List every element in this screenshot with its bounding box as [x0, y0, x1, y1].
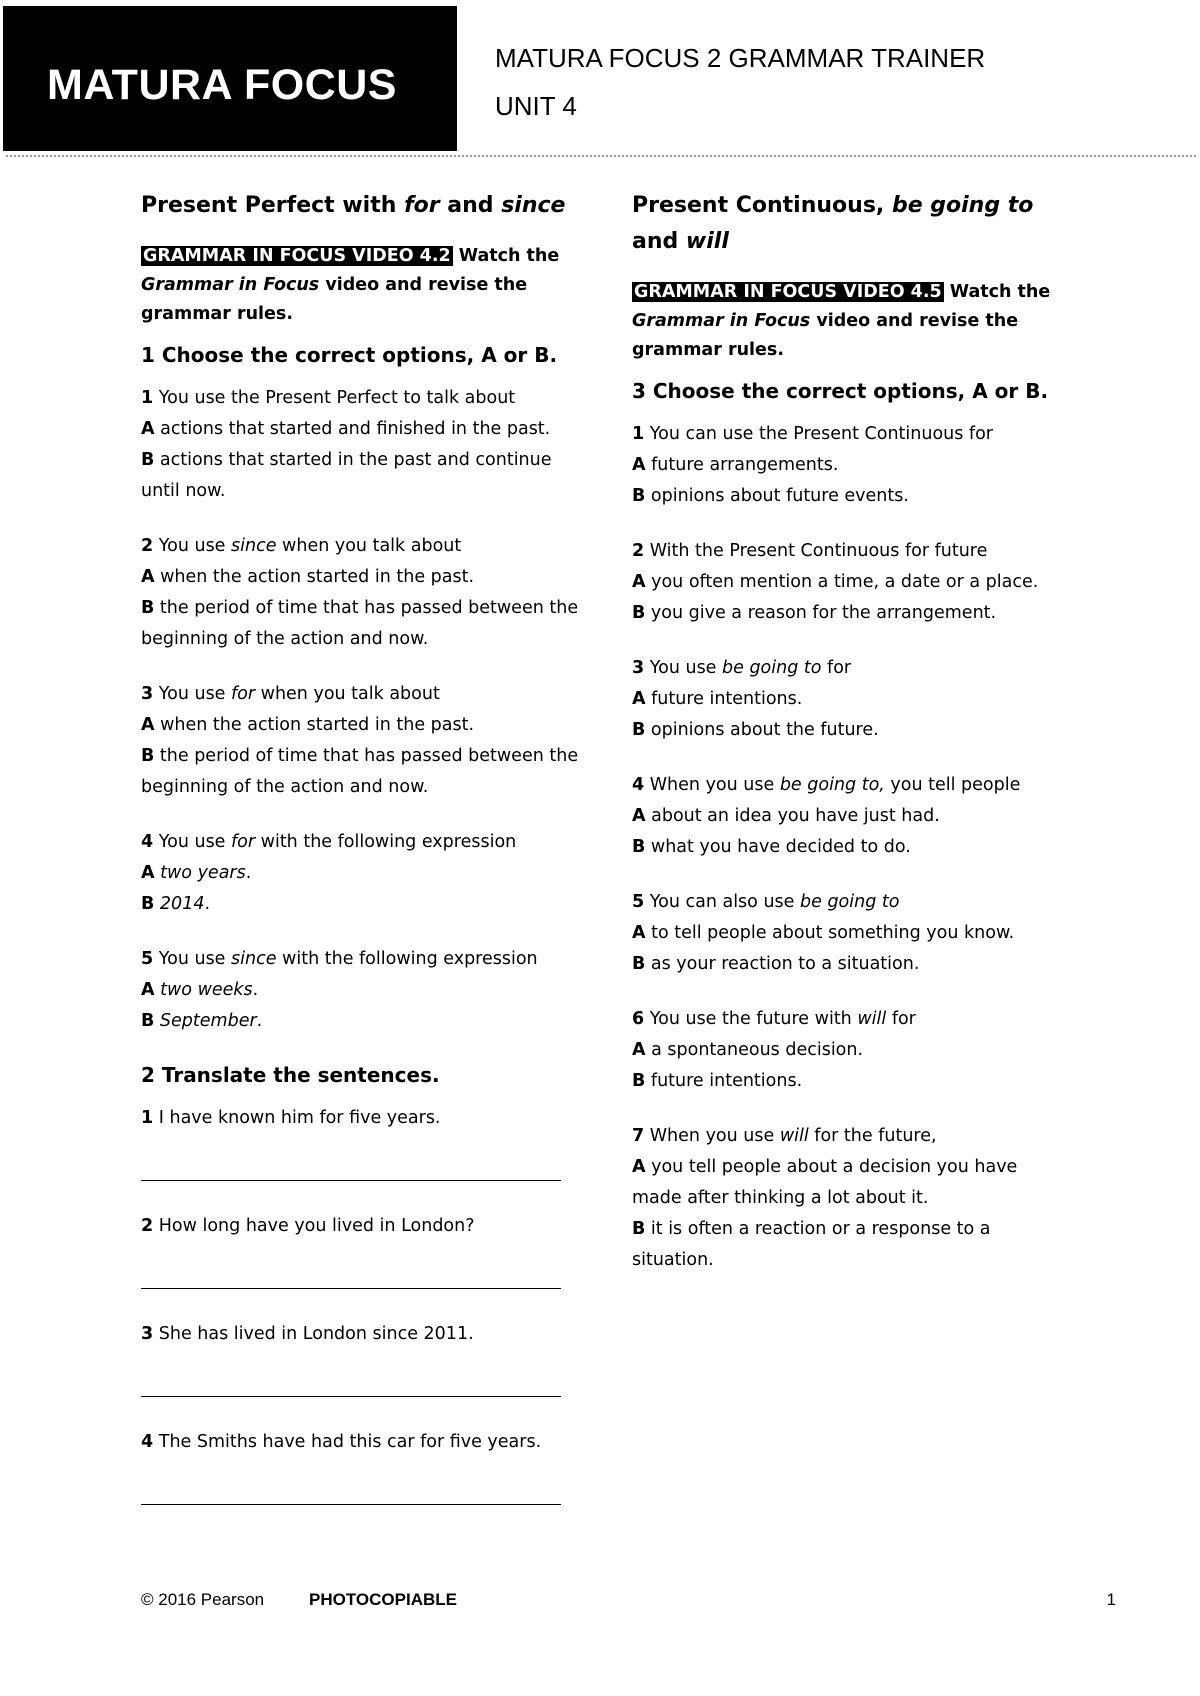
section-title-present-continuous [632, 188, 1072, 260]
option-letter: B [632, 486, 646, 506]
title-part: and [439, 193, 502, 218]
option-text: opinions about future events. [645, 486, 909, 506]
option-b [632, 832, 1072, 863]
question-number: 3 [632, 658, 645, 678]
question-text-italic: be going to [800, 892, 900, 912]
section-title-present-perfect [141, 188, 581, 224]
title-part-italic: will [685, 229, 729, 254]
question-item [632, 653, 1072, 746]
question-number: 2 [632, 541, 645, 561]
option-text: you tell people about a decision you have made after thinking a lot about it. [632, 1157, 1018, 1208]
header-divider [6, 155, 1196, 157]
answer-line[interactable] [141, 1288, 561, 1289]
option-b: B 2014. [141, 894, 211, 914]
sentence-text: I have known him for five years. [153, 1108, 441, 1128]
option-text: the period of time that has passed between the beginning of the action and now. [141, 598, 579, 649]
page-number: 1 [1106, 1590, 1116, 1609]
question-item [141, 679, 581, 803]
option-text: as your reaction to a situation. [645, 954, 920, 974]
option-a [141, 710, 581, 741]
option-text: you give a reason for the arrangement. [645, 603, 997, 623]
question-text: you tell people [884, 775, 1021, 795]
question-text: You use [153, 536, 232, 556]
question-number: 6 [632, 1009, 645, 1029]
question-item [632, 536, 1072, 629]
question-text: When you use [644, 775, 780, 795]
option-text-italic: two years [160, 863, 246, 883]
option-letter: B [141, 894, 155, 914]
option-letter: A [141, 567, 155, 587]
option-text: actions that started and finished in the past. [154, 419, 551, 439]
question-text-italic: for [231, 832, 256, 852]
copyright: © 2016 Pearson [141, 1590, 265, 1609]
option-letter: B [141, 1011, 155, 1031]
sentence-number: 4 [141, 1432, 154, 1452]
logo [3, 6, 457, 151]
title-line-2: UNIT 4 [495, 91, 577, 121]
exercise-2-list [141, 1103, 581, 1505]
option-a [632, 801, 1072, 832]
question-stem [141, 944, 581, 975]
option-letter: B [632, 1071, 646, 1091]
option-a [632, 1035, 1072, 1066]
question-number: 4 [141, 832, 154, 852]
question-text: with the following expression [276, 949, 538, 969]
question-text-italic: since [231, 949, 277, 969]
translate-sentence [141, 1427, 581, 1458]
question-text-italic: will [779, 1126, 809, 1146]
option-text: to tell people about something you know. [645, 923, 1015, 943]
question-stem [632, 770, 1072, 801]
question-text: You use [644, 658, 723, 678]
title-line-1: MATURA FOCUS 2 GRAMMAR TRAINER [495, 43, 986, 73]
option-letter: B [632, 1219, 646, 1239]
option-a: A two weeks. [141, 980, 259, 1000]
video-tag: GRAMMAR IN FOCUS VIDEO 4.5 [634, 282, 942, 302]
exercise-2-title: 2 Translate the sentences. [141, 1063, 440, 1087]
question-text: You can also use [644, 892, 800, 912]
option-letter: A [141, 419, 155, 439]
instruction-text: video and revise the grammar rules. [632, 311, 1019, 360]
question-item [632, 1121, 1072, 1276]
option-letter: B [632, 603, 646, 623]
option-a: A two years. [141, 863, 252, 883]
question-text-italic: since [231, 536, 277, 556]
option-letter: A [632, 806, 646, 826]
option-text: future arrangements. [645, 455, 839, 475]
option-a [632, 918, 1072, 949]
sentence-number: 2 [141, 1216, 154, 1236]
option-letter: A [632, 572, 646, 592]
option-b [141, 593, 581, 655]
title-part: Present Continuous, [632, 193, 892, 218]
answer-line[interactable] [141, 1504, 561, 1505]
instruction-text: video and revise the grammar rules. [141, 275, 528, 324]
question-item [632, 419, 1072, 512]
option-letter: A [632, 1040, 646, 1060]
question-number: 5 [632, 892, 645, 912]
option-b [632, 949, 1072, 980]
answer-line[interactable] [141, 1396, 561, 1397]
question-stem [632, 653, 1072, 684]
option-text: opinions about the future. [645, 720, 879, 740]
option-text: you often mention a time, a date or a place. [645, 572, 1039, 592]
question-stem [632, 419, 1072, 450]
option-letter: B [141, 598, 155, 618]
question-text: You use [153, 949, 232, 969]
option-a [141, 414, 581, 445]
question-number: 3 [141, 684, 154, 704]
option-a [632, 684, 1072, 715]
question-text: with the following expression [255, 832, 517, 852]
option-text-italic: September [159, 1011, 257, 1031]
right-column [632, 188, 1072, 1300]
title-part-italic: since [501, 193, 566, 218]
question-text: You use the Present Perfect to talk about [153, 388, 516, 408]
option-letter: A [141, 980, 155, 1000]
question-stem [632, 1121, 1072, 1152]
question-text: when you talk about [255, 684, 440, 704]
question-stem [632, 1004, 1072, 1035]
option-text: actions that started in the past and continue until now. [141, 450, 552, 501]
question-text: You use the future with [644, 1009, 858, 1029]
exercise-1-list [141, 383, 581, 1037]
question-number: 1 [141, 388, 154, 408]
instruction-text: Watch the [943, 282, 1051, 302]
option-b [632, 598, 1072, 629]
instruction-italic: Grammar in Focus [141, 275, 320, 295]
question-item [632, 770, 1072, 863]
option-b: B September. [141, 1011, 263, 1031]
question-stem [141, 531, 581, 562]
question-text: You use [153, 832, 232, 852]
video-tag: GRAMMAR IN FOCUS VIDEO 4.2 [143, 246, 451, 266]
option-text: the period of time that has passed between the beginning of the action and now. [141, 746, 579, 797]
translate-sentence [141, 1103, 581, 1134]
logo-text: MATURA FOCUS [47, 61, 397, 109]
option-letter: B [141, 450, 155, 470]
option-b [141, 741, 581, 803]
question-text: for [886, 1009, 916, 1029]
question-text: You can use the Present Continuous for [644, 424, 993, 444]
option-text: future intentions. [645, 689, 803, 709]
question-item [632, 887, 1072, 980]
question-text: You use [153, 684, 232, 704]
option-letter: B [632, 837, 646, 857]
option-letter: A [141, 863, 155, 883]
option-b [632, 1066, 1072, 1097]
option-a [141, 562, 581, 593]
question-item [141, 531, 581, 655]
title-part-italic: be going to [891, 193, 1034, 218]
exercise-3-list [632, 419, 1072, 1276]
question-item [141, 827, 581, 920]
option-letter: A [632, 1157, 646, 1177]
option-text: future intentions. [645, 1071, 803, 1091]
sentence-text: How long have you lived in London? [153, 1216, 475, 1236]
question-item [141, 944, 581, 1037]
option-letter: A [141, 715, 155, 735]
question-stem [141, 383, 581, 414]
option-letter: B [141, 746, 155, 766]
question-stem [632, 536, 1072, 567]
option-text: when the action started in the past. [154, 715, 475, 735]
question-text: for [821, 658, 852, 678]
option-text-italic: 2014 [159, 894, 205, 914]
option-text: what you have decided to do. [645, 837, 911, 857]
option-text: a spontaneous decision. [645, 1040, 864, 1060]
option-text: it is often a reaction or a response to a situation. [632, 1219, 991, 1270]
option-b [632, 481, 1072, 512]
video-instruction [141, 242, 581, 329]
instruction-text: Watch the [452, 246, 560, 266]
sentence-text: She has lived in London since 2011. [153, 1324, 474, 1344]
question-number: 7 [632, 1126, 645, 1146]
question-text: When you use [644, 1126, 780, 1146]
question-number: 2 [141, 536, 154, 556]
option-letter: B [632, 720, 646, 740]
question-text-italic: will [857, 1009, 887, 1029]
option-letter: A [632, 689, 646, 709]
sentence-number: 3 [141, 1324, 154, 1344]
option-letter: B [632, 954, 646, 974]
exercise-3-title: 3 Choose the correct options, A or B. [632, 379, 1049, 403]
option-letter: A [632, 455, 646, 475]
option-b [632, 1214, 1072, 1276]
left-column [141, 188, 581, 1535]
question-number: 1 [632, 424, 645, 444]
question-stem [141, 679, 581, 710]
option-text: when the action started in the past. [154, 567, 475, 587]
option-a [632, 1152, 1072, 1214]
sentence-text: The Smiths have had this car for five years. [153, 1432, 542, 1452]
option-b [141, 445, 581, 507]
instruction-italic: Grammar in Focus [632, 311, 811, 331]
question-text: for the future, [808, 1126, 937, 1146]
video-instruction [632, 278, 1072, 365]
question-text-italic: for [231, 684, 256, 704]
title-part: and [632, 229, 686, 254]
question-number: 5 [141, 949, 154, 969]
question-number: 4 [632, 775, 645, 795]
question-text: With the Present Continuous for future [644, 541, 988, 561]
answer-line[interactable] [141, 1180, 561, 1181]
option-b [632, 715, 1072, 746]
translate-sentence [141, 1211, 581, 1242]
title-part-italic: for [404, 193, 440, 218]
option-text-italic: two weeks [160, 980, 253, 1000]
translate-sentence [141, 1319, 581, 1350]
option-letter: A [632, 923, 646, 943]
question-item [141, 383, 581, 507]
question-stem [632, 887, 1072, 918]
title-part: Present Perfect with [141, 193, 405, 218]
option-a [632, 567, 1072, 598]
question-text-italic: be going to, [779, 775, 885, 795]
exercise-1-title: 1 Choose the correct options, A or B. [141, 343, 558, 367]
option-text: about an idea you have just had. [645, 806, 940, 826]
question-stem [141, 827, 581, 858]
question-text: when you talk about [276, 536, 462, 556]
document-title [495, 34, 985, 130]
question-text-italic: be going to [722, 658, 822, 678]
sentence-number: 1 [141, 1108, 154, 1128]
option-a [632, 450, 1072, 481]
photocopiable-label: PHOTOCOPIABLE [309, 1590, 457, 1609]
question-item [632, 1004, 1072, 1097]
